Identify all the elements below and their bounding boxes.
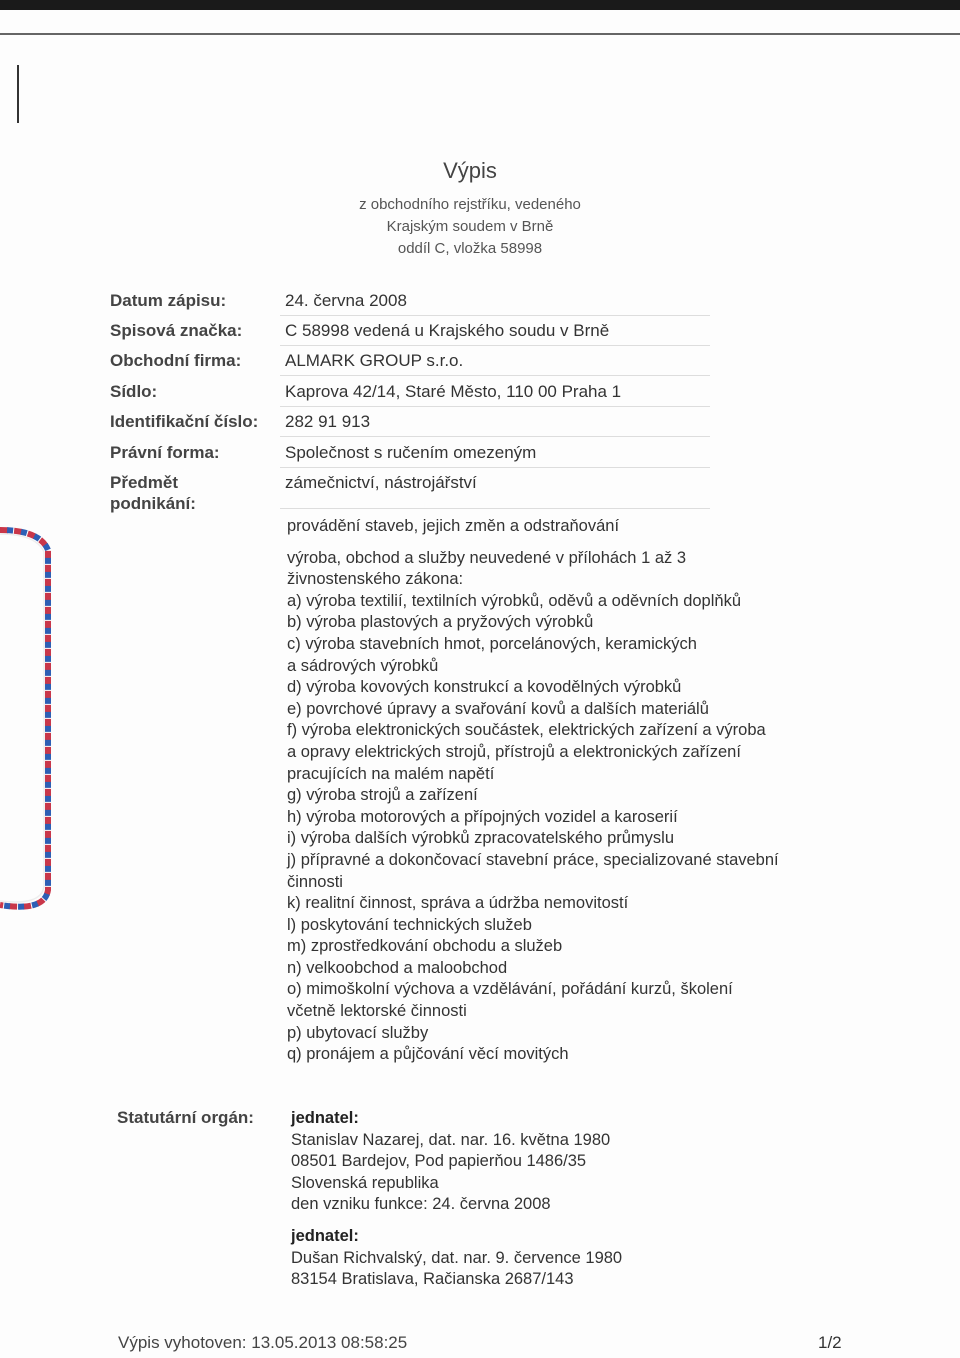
value-predmet-first: zámečnictví, nástrojářství — [285, 473, 477, 492]
separator — [280, 375, 710, 376]
separator — [280, 508, 710, 509]
activity-item: g) výroba strojů a zařízení — [287, 786, 478, 805]
binding-cord — [0, 520, 70, 920]
subtitle-line-1: z obchodního rejstříku, vedeného — [359, 196, 581, 213]
activity-item: d) výroba kovových konstrukcí a kovodělných výrobků — [287, 678, 682, 697]
member-line: den vzniku funkce: 24. června 2008 — [291, 1195, 551, 1213]
member-line: Slovenská republika — [291, 1173, 439, 1192]
activity-item: k) realitní činnost, správa a údržba nemovitostí — [287, 894, 629, 913]
activity-item: e) povrchové úpravy a svařování kovů a dalších materiálů — [287, 699, 709, 718]
value-obchodni-firma: ALMARK GROUP s.r.o. — [285, 351, 464, 370]
separator — [280, 406, 710, 407]
value-datum: 24. června 2008 — [285, 291, 407, 310]
value-sidlo: Kaprova 42/14, Staré Město, 110 00 Praha 1 — [285, 382, 622, 401]
label-spisova-znacka: Spisová značka: — [110, 321, 243, 340]
value-pravni-forma: Společnost s ručením omezeným — [285, 443, 537, 462]
member-line: Dušan Richvalský, dat. nar. 9. července 1980 — [291, 1248, 623, 1267]
separator — [280, 315, 710, 316]
subtitle-line-3: oddíl C, vložka 58998 — [397, 240, 543, 257]
label-predmet-2: podnikání: — [110, 494, 196, 513]
statutory-member-2 — [291, 1226, 711, 1291]
document-header — [300, 158, 640, 260]
statutory-member-1 — [291, 1108, 711, 1216]
activity-item: h) výroba motorových a přípojných vozidel a karoserií — [287, 807, 678, 826]
member-line: Stanislav Nazarej, dat. nar. 16. května 1980 — [291, 1130, 611, 1149]
activity-item: o) mimoškolní výchova a vzdělávání, pořádání kurzů, školení včetně lektorské činnosti — [287, 980, 733, 1021]
activity-item: p) ubytovací služby — [287, 1023, 429, 1042]
label-predmet-1: Předmět — [110, 473, 179, 492]
separator — [280, 436, 710, 437]
page-number: 1/2 — [818, 1333, 842, 1352]
activity-item: f) výroba elektronických součástek, elektrických zařízení a výroba a opravy elektrických strojů, přístrojů a elektronických zařízení pracujících na malém napětí — [287, 721, 766, 783]
label-ico: Identifikační číslo: — [110, 412, 259, 431]
activity-item: j) přípravné a dokončovací stavební práce, specializované stavební činnosti — [287, 850, 779, 891]
activity-item: i) výroba dalších výrobků zpracovatelského průmyslu — [287, 829, 675, 848]
member-role: jednatel: — [291, 1109, 359, 1127]
value-spisova-znacka: C 58998 vedená u Krajského soudu v Brně — [285, 321, 610, 340]
activity-item: q) pronájem a půjčování věcí movitých — [287, 1045, 569, 1064]
activity-item: b) výroba plastových a pryžových výrobků — [287, 613, 594, 632]
scan-edge-top — [0, 0, 960, 10]
member-line: 08501 Bardejov, Pod papierňou 1486/35 — [291, 1152, 587, 1170]
activity-item: výroba, obchod a služby neuvedené v přílohách 1 až 3 živnostenského zákona: — [287, 548, 687, 589]
label-pravni-forma: Právní forma: — [110, 443, 220, 462]
activity-item: a) výroba textilií, textilních výrobků, oděvů a oděvních doplňků — [287, 591, 741, 610]
activities-list — [287, 516, 847, 1066]
scan-mark — [17, 65, 19, 123]
member-line: 83154 Bratislava, Račianska 2687/143 — [291, 1270, 574, 1288]
activity-item: n) velkoobchod a maloobchod — [287, 958, 508, 977]
label-obchodni-firma: Obchodní firma: — [110, 351, 242, 370]
separator — [280, 467, 710, 468]
activity-item: provádění staveb, jejich změn a odstraňování — [287, 517, 620, 535]
generated-timestamp: Výpis vyhotoven: 13.05.2013 08:58:25 — [118, 1333, 408, 1352]
value-ico: 282 91 913 — [285, 412, 371, 431]
label-datum: Datum zápisu: — [110, 291, 227, 310]
label-sidlo: Sídlo: — [110, 382, 158, 401]
member-role: jednatel: — [291, 1227, 359, 1245]
activity-item: l) poskytování technických služeb — [287, 915, 532, 934]
separator — [280, 345, 710, 346]
document-title: Výpis — [443, 158, 497, 183]
subtitle-line-2: Krajským soudem v Brně — [386, 218, 554, 235]
activity-item: c) výroba stavebních hmot, porcelánových, keramických a sádrových výrobků — [287, 634, 697, 675]
scan-edge-line — [0, 33, 960, 35]
activity-item: m) zprostředkování obchodu a služeb — [287, 937, 563, 956]
label-statutarni-organ: Statutární orgán: — [117, 1108, 254, 1127]
